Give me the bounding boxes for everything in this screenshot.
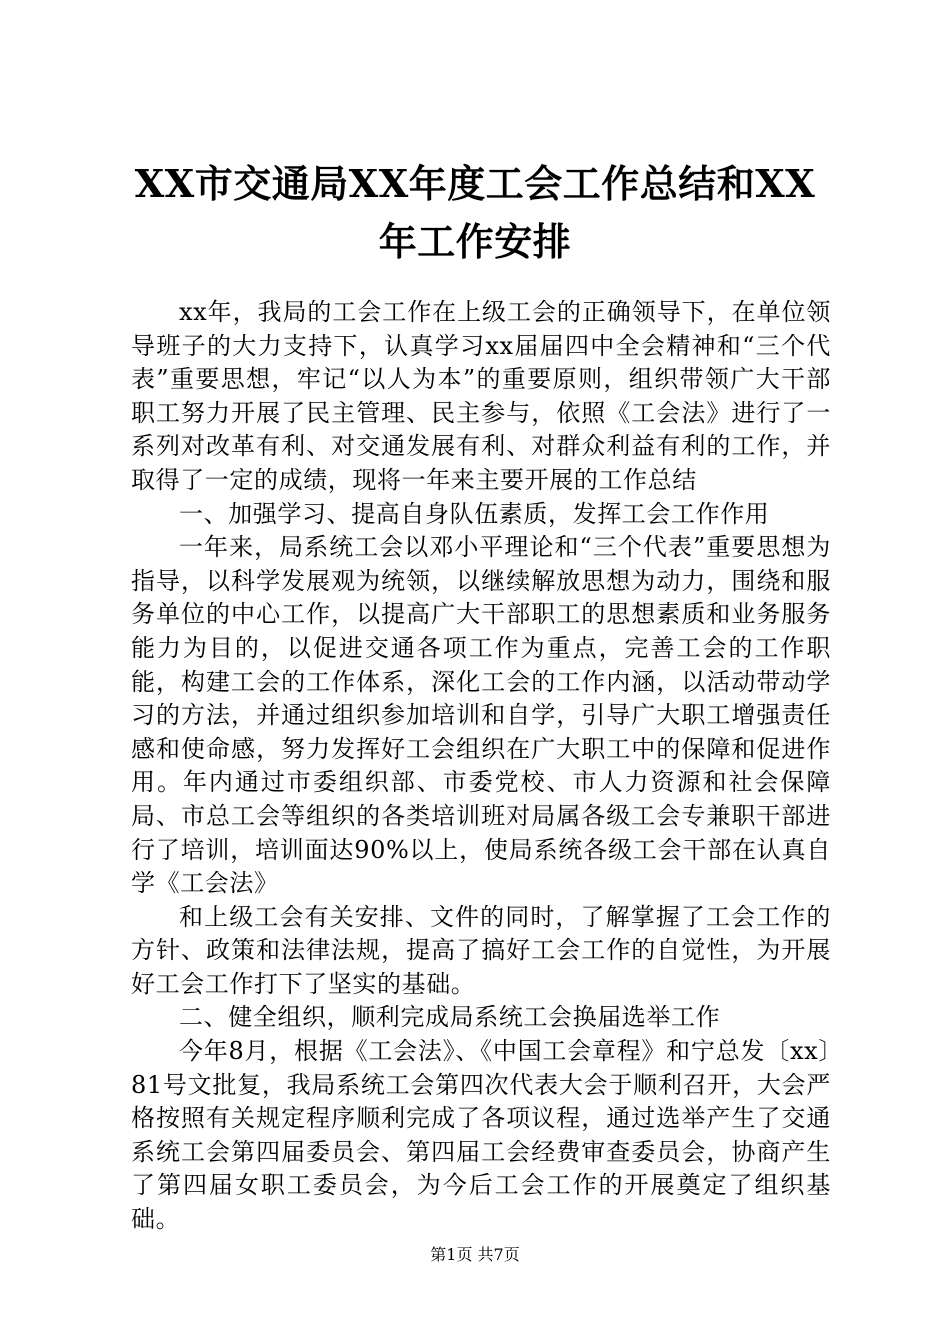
page-number-footer: 第1页 共7页 bbox=[430, 1245, 520, 1264]
section-1-paragraph: 一年来，局系统工会以邓小平理论和“三个代表”重要思想为指导，以科学发展观为统领，以继续解放思想为动力，围绕和服务单位的中心工作，以提高广大干部职工的思想素质和业务服务能力为目的，以促进交通各项工作为重点，完善工会的工作职能，构建工会的工作体系，深化工会的工作内涵，以活动带动学习的方法，并通过组织参加培训和自学，引导广大职工增强责任感和使命感，努力发挥好工会组织在广大职工中的保障和促进作用。年内通过市委组织部、市委党校、市人力资源和社会保障局、市总工会等组织的各类培训班对局属各级工会专兼职干部进行了培训，培训面达90%以上，使局系统各级工会干部在认真自学《工会法》 bbox=[131, 533, 831, 898]
section-heading-1: 一、加强学习、提高自身队伍素质，发挥工会工作作用 bbox=[179, 499, 770, 528]
section-2-paragraph: 今年8月，根据《工会法》、《中国工会章程》和宁总发〔xx〕81号文批复，我局系统工会第四次代表大会于顺利召开，大会严格按照有关规定程序顺利完成了各项议程，通过选举产生了交通系统工会第四届委员会、第四届工会经费审查委员会，协商产生了第四届女职工委员会，为今后工会工作的开展奠定了组织基础。 bbox=[131, 1037, 831, 1234]
section-1-paragraph-continued: 和上级工会有关安排、文件的同时，了解掌握了工会工作的方针、政策和法律法规，提高了搞好工会工作的自觉性，为开展好工会工作打下了坚实的基础。 bbox=[131, 902, 831, 998]
document-body bbox=[131, 296, 831, 1237]
intro-paragraph: xx年，我局的工会工作在上级工会的正确领导下，在单位领导班子的大力支持下，认真学习xx届届四中全会精神和“三个代表”重要思想，牢记“以人为本”的重要原则，组织带领广大干部职工努力开展了民主管理、民主参与，依照《工会法》进行了一系列对改革有利、对交通发展有利、对群众利益有利的工作，并取得了一定的成绩，现将一年来主要开展的工作总结 bbox=[131, 298, 831, 494]
document-title: XX市交通局XX年度工会工作总结和XX年工作安排 bbox=[134, 161, 816, 264]
section-heading-2: 二、健全组织，顺利完成局系统工会换届选举工作 bbox=[179, 1003, 721, 1032]
